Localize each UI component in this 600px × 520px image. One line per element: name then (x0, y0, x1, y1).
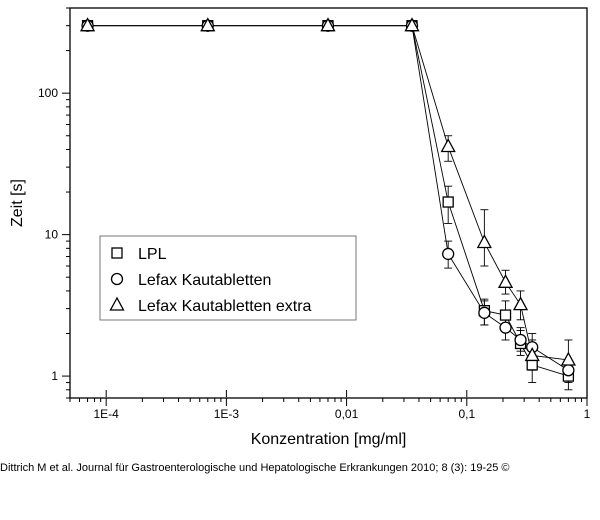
data-point-circle (500, 322, 511, 333)
series-line-square (88, 26, 569, 376)
data-point-square (501, 310, 511, 320)
y-axis-label: Zeit [s] (9, 178, 26, 228)
error-bars (444, 136, 572, 390)
citation-caption: Dittrich M et al. Journal für Gastroenterologische und Hepatologische Erkrankungen 2010; 8 (3): 19-25 © (0, 462, 510, 474)
x-tick-label: 1E-3 (213, 407, 240, 421)
x-tick-label: 1 (583, 407, 591, 421)
y-tick-label: 1 (51, 369, 58, 384)
tick-marks (62, 8, 587, 406)
data-point-circle (443, 248, 454, 259)
data-point-triangle (442, 139, 455, 151)
series-lines (88, 26, 569, 376)
data-markers (81, 19, 575, 381)
x-tick-label: 0,1 (458, 407, 476, 421)
legend-marker-square (112, 248, 122, 258)
plot-frame (70, 8, 587, 398)
data-point-square (443, 197, 453, 207)
legend-marker-circle (112, 274, 123, 285)
legend-label: Lefax Kautabletten extra (138, 298, 312, 315)
data-point-triangle (478, 235, 491, 247)
data-point-circle (479, 307, 490, 318)
legend (100, 236, 356, 320)
data-point-triangle (514, 298, 527, 310)
x-tick-label: 0,01 (334, 407, 359, 421)
x-axis-label: Konzentration [mg/ml] (250, 431, 407, 448)
data-point-circle (563, 365, 574, 376)
data-point-circle (515, 334, 526, 345)
data-point-square (527, 360, 537, 370)
legend-label: Lefax Kautabletten (138, 272, 272, 289)
y-tick-label: 10 (44, 227, 58, 242)
y-tick-label: 100 (37, 86, 58, 101)
legend-label: LPL (138, 246, 167, 263)
x-tick-label: 1E-4 (93, 407, 119, 421)
data-point-triangle (499, 275, 512, 287)
